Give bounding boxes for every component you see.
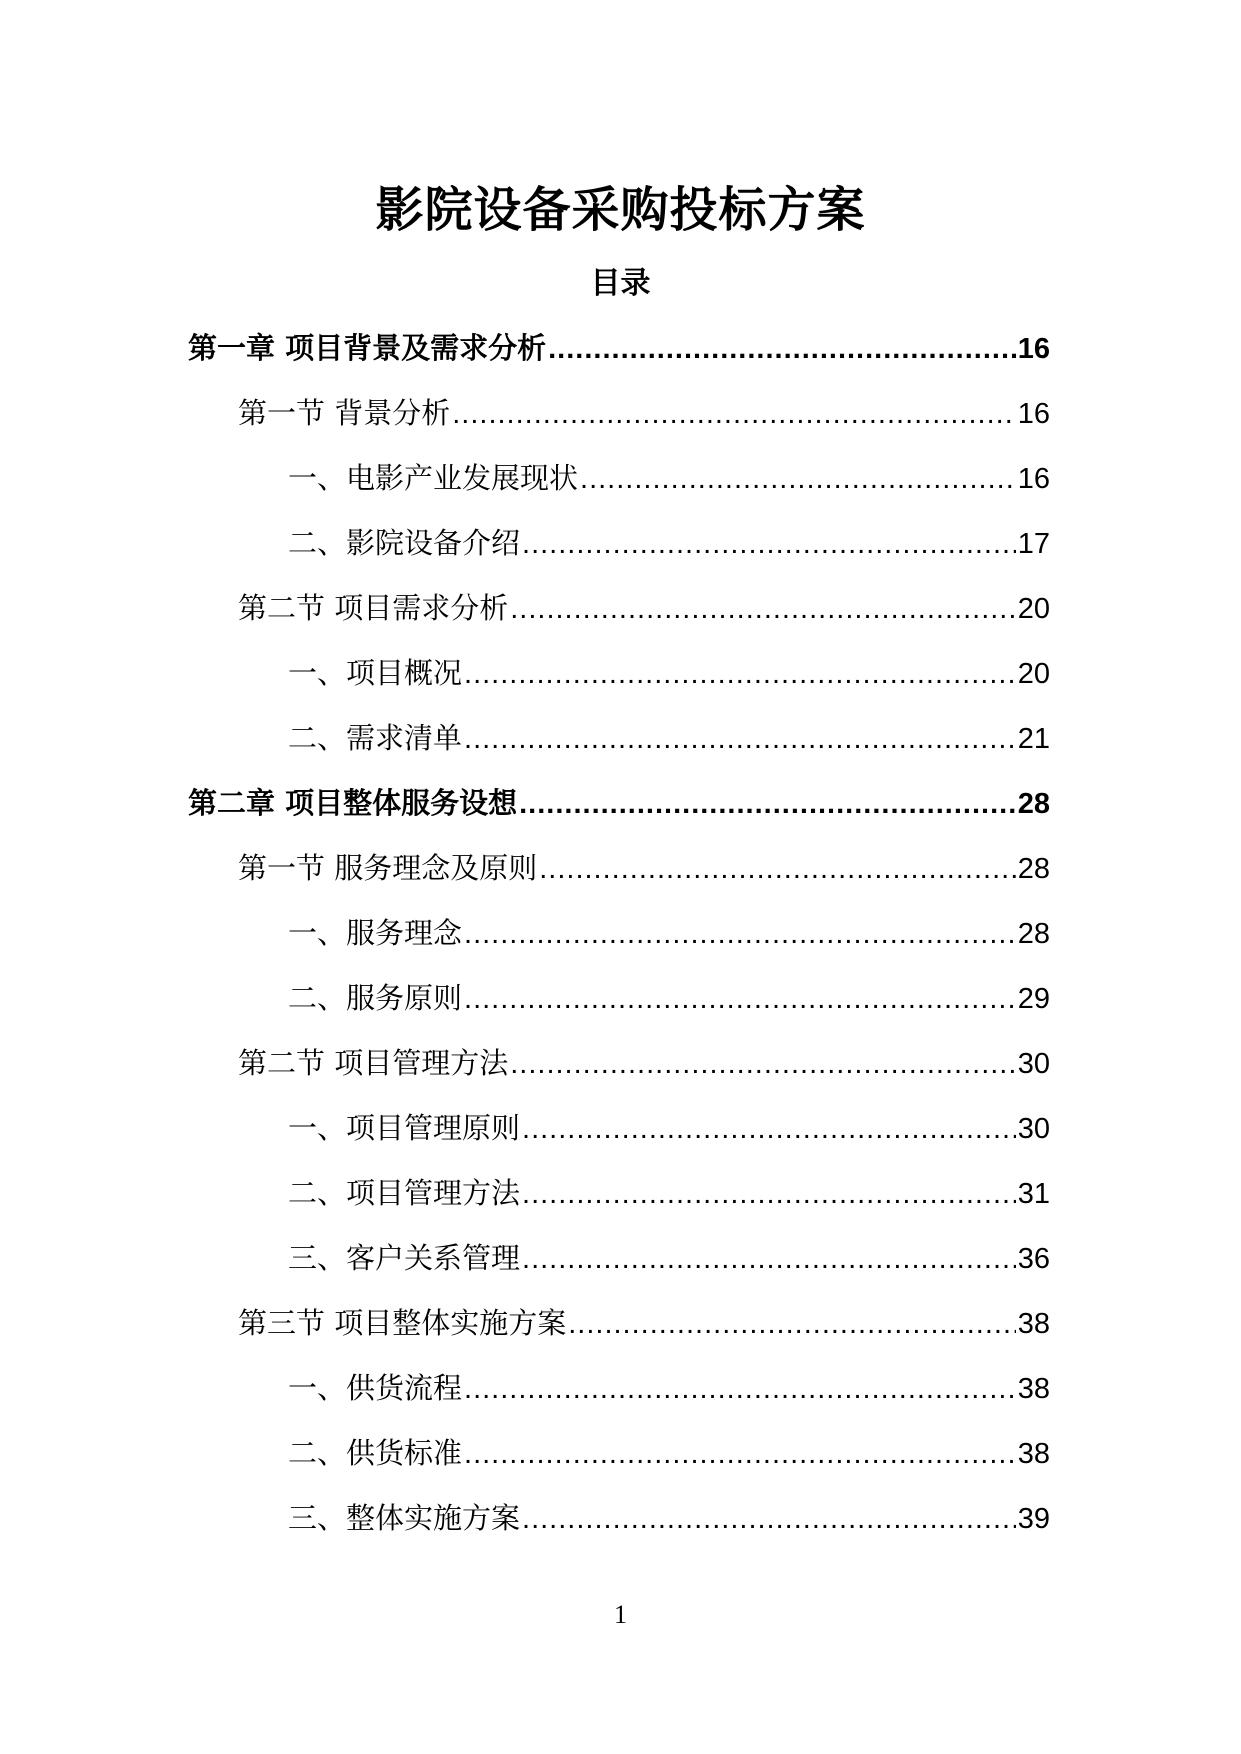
toc-dot-leader — [580, 459, 1016, 499]
toc-entry-page: 38 — [1017, 1438, 1050, 1470]
toc-entry-subsection[interactable] — [188, 1238, 1050, 1303]
toc-entry-page: 16 — [1017, 333, 1050, 365]
toc-dot-leader — [464, 1369, 1016, 1409]
toc-entry-label: 二、项目管理方法 — [288, 1176, 521, 1210]
toc-entry-page: 30 — [1017, 1048, 1050, 1080]
toc-entry-subsection[interactable] — [188, 718, 1050, 783]
toc-entry-label: 第二节 项目需求分析 — [238, 591, 509, 625]
toc-entry-label: 第一节 背景分析 — [238, 396, 451, 430]
toc-entry-label: 一、供货流程 — [288, 1371, 463, 1405]
toc-dot-leader — [522, 1239, 1016, 1279]
toc-entry-label: 三、整体实施方案 — [288, 1501, 521, 1535]
toc-entry-page: 39 — [1017, 1503, 1050, 1535]
toc-entry-label: 一、服务理念 — [288, 916, 463, 950]
toc-entry-page: 38 — [1017, 1308, 1050, 1340]
toc-entry-label: 二、需求清单 — [288, 721, 463, 755]
toc-entry-subsection[interactable] — [188, 1368, 1050, 1433]
toc-entry-label: 二、影院设备介绍 — [288, 526, 521, 560]
toc-dot-leader — [522, 1499, 1016, 1539]
toc-entry-page: 28 — [1017, 918, 1050, 950]
toc-dot-leader — [510, 1044, 1016, 1084]
toc-entry-subsection[interactable] — [188, 913, 1050, 978]
toc-entry-section[interactable] — [188, 1303, 1050, 1368]
toc-entry-label: 第一节 服务理念及原则 — [238, 851, 538, 885]
toc-entry-page: 17 — [1017, 528, 1050, 560]
toc-dot-leader — [539, 849, 1016, 889]
toc-dot-leader — [464, 914, 1016, 954]
toc-entry-subsection[interactable] — [188, 1433, 1050, 1498]
toc-entry-section[interactable] — [188, 588, 1050, 653]
toc-entry-subsection[interactable] — [188, 1173, 1050, 1238]
toc-entry-subsection[interactable] — [188, 1108, 1050, 1173]
toc-entry-page: 29 — [1017, 983, 1050, 1015]
toc-entry-label: 第一章 项目背景及需求分析 — [188, 331, 547, 365]
toc-entry-page: 20 — [1017, 658, 1050, 690]
toc-entry-section[interactable] — [188, 848, 1050, 913]
toc-entry-page: 16 — [1017, 398, 1050, 430]
toc-dot-leader — [452, 394, 1016, 434]
toc-entry-label: 一、项目概况 — [288, 656, 463, 690]
toc-entry-label: 一、项目管理原则 — [288, 1111, 521, 1145]
toc-dot-leader — [522, 1109, 1016, 1149]
toc-dot-leader — [522, 1174, 1016, 1214]
toc-entry-label: 第二节 项目管理方法 — [238, 1046, 509, 1080]
toc-entry-section[interactable] — [188, 1043, 1050, 1108]
toc-entry-page: 30 — [1017, 1113, 1050, 1145]
toc-entry-label: 二、服务原则 — [288, 981, 463, 1015]
toc-entry-label: 第二章 项目整体服务设想 — [188, 786, 518, 820]
toc-dot-leader — [519, 784, 1016, 824]
toc-entry-subsection[interactable] — [188, 978, 1050, 1043]
toc-dot-leader — [510, 589, 1016, 629]
toc-entry-chapter[interactable] — [188, 783, 1050, 848]
toc-entry-section[interactable] — [188, 393, 1050, 458]
toc-dot-leader — [464, 1434, 1016, 1474]
toc-entry-label: 第三节 项目整体实施方案 — [238, 1306, 567, 1340]
toc-dot-leader — [464, 719, 1016, 759]
toc-entry-chapter[interactable] — [188, 328, 1050, 393]
toc-entry-page: 38 — [1017, 1373, 1050, 1405]
toc-entry-subsection[interactable] — [188, 1498, 1050, 1563]
document-title: 影院设备采购投标方案 — [375, 182, 866, 238]
toc-entry-label: 一、电影产业发展现状 — [288, 461, 579, 495]
toc-entry-page: 20 — [1017, 593, 1050, 625]
toc-entry-page: 16 — [1017, 463, 1050, 495]
toc-dot-leader — [568, 1304, 1016, 1344]
toc-entry-page: 36 — [1017, 1243, 1050, 1275]
toc-dot-leader — [548, 329, 1016, 369]
toc-entry-page: 31 — [1017, 1178, 1050, 1210]
toc-entry-subsection[interactable] — [188, 458, 1050, 523]
toc-entry-page: 21 — [1017, 723, 1050, 755]
toc-entry-subsection[interactable] — [188, 653, 1050, 718]
toc-entry-label: 三、客户关系管理 — [288, 1241, 521, 1275]
toc-dot-leader — [464, 979, 1016, 1019]
toc-entry-page: 28 — [1017, 853, 1050, 885]
page-number: 1 — [614, 1600, 627, 1629]
toc-entry-subsection[interactable] — [188, 523, 1050, 588]
toc-entry-page: 28 — [1017, 788, 1050, 820]
table-of-contents — [188, 328, 1050, 1563]
toc-heading: 目录 — [590, 266, 651, 301]
toc-dot-leader — [522, 524, 1016, 564]
toc-entry-label: 二、供货标准 — [288, 1436, 463, 1470]
toc-dot-leader — [464, 654, 1016, 694]
